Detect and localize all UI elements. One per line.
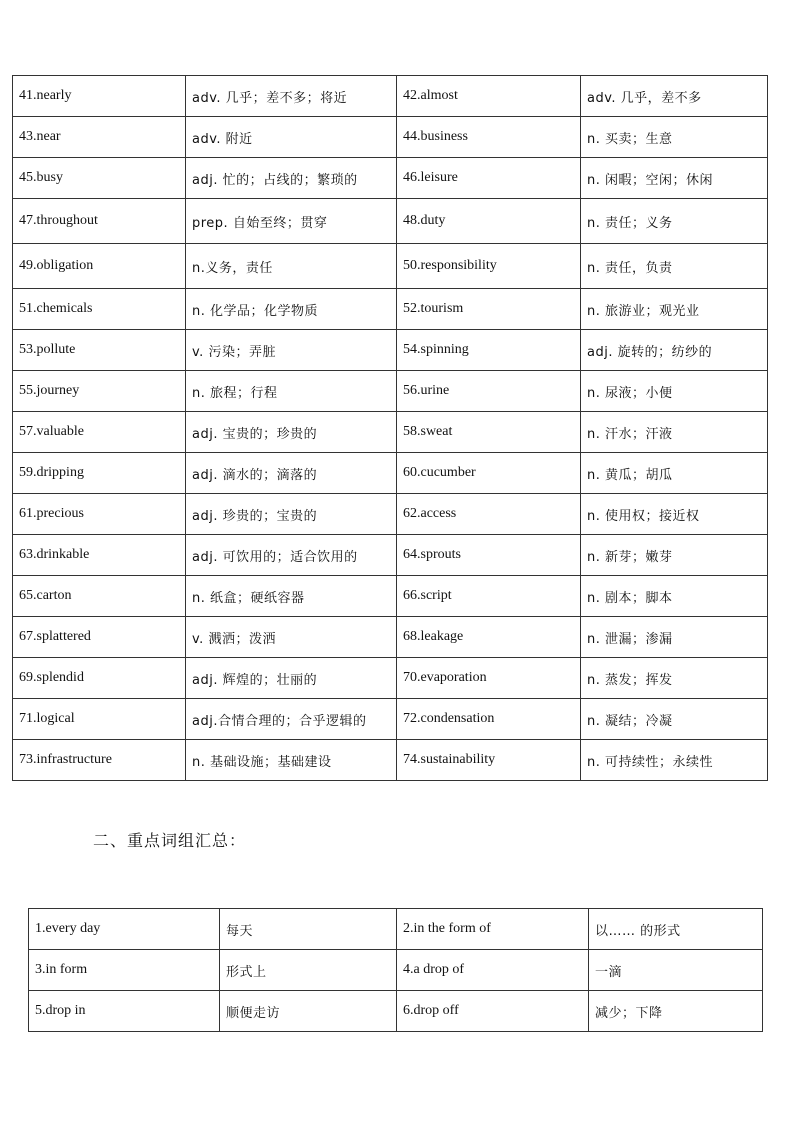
word-cell: 56.urine bbox=[397, 371, 581, 412]
word-cell: 74.sustainability bbox=[397, 740, 581, 781]
table-row bbox=[13, 76, 768, 117]
word-cell: 48.duty bbox=[397, 199, 581, 244]
word-cell: 44.business bbox=[397, 117, 581, 158]
table-row bbox=[29, 991, 763, 1032]
definition-cell: n. 可持续性；永续性 bbox=[581, 740, 768, 781]
word-cell: 2.in the form of bbox=[397, 909, 589, 950]
definition-cell: n. 汗水；汗液 bbox=[581, 412, 768, 453]
word-cell: 41.nearly bbox=[13, 76, 186, 117]
phrases-table-body bbox=[29, 909, 763, 1032]
table-row bbox=[13, 658, 768, 699]
definition-cell: 形式上 bbox=[220, 950, 397, 991]
phrases-table bbox=[28, 908, 763, 1032]
table-row bbox=[13, 535, 768, 576]
definition-cell: n. 凝结；冷凝 bbox=[581, 699, 768, 740]
word-cell: 70.evaporation bbox=[397, 658, 581, 699]
word-cell: 67.splattered bbox=[13, 617, 186, 658]
word-cell: 50.responsibility bbox=[397, 244, 581, 289]
definition-cell: adv. 几乎，差不多 bbox=[581, 76, 768, 117]
definition-cell: adj. 旋转的；纺纱的 bbox=[581, 330, 768, 371]
definition-cell: n. 尿液；小便 bbox=[581, 371, 768, 412]
definition-cell: v. 溅洒；泼洒 bbox=[186, 617, 397, 658]
table-row bbox=[13, 494, 768, 535]
table-row bbox=[13, 158, 768, 199]
word-cell: 54.spinning bbox=[397, 330, 581, 371]
definition-cell: n. 纸盒；硬纸容器 bbox=[186, 576, 397, 617]
definition-cell: adj. 可饮用的；适合饮用的 bbox=[186, 535, 397, 576]
definition-cell: 以…… 的形式 bbox=[589, 909, 763, 950]
word-cell: 49.obligation bbox=[13, 244, 186, 289]
word-cell: 3.in form bbox=[29, 950, 220, 991]
word-cell: 68.leakage bbox=[397, 617, 581, 658]
definition-cell: n. 旅程；行程 bbox=[186, 371, 397, 412]
vocabulary-table bbox=[12, 75, 768, 781]
table-row bbox=[13, 617, 768, 658]
definition-cell: 每天 bbox=[220, 909, 397, 950]
word-cell: 71.logical bbox=[13, 699, 186, 740]
definition-cell: adj. 辉煌的；壮丽的 bbox=[186, 658, 397, 699]
table-row bbox=[13, 244, 768, 289]
definition-cell: n.义务，责任 bbox=[186, 244, 397, 289]
table-row bbox=[13, 412, 768, 453]
word-cell: 6.drop off bbox=[397, 991, 589, 1032]
definition-cell: n. 剧本；脚本 bbox=[581, 576, 768, 617]
word-cell: 65.carton bbox=[13, 576, 186, 617]
word-cell: 61.precious bbox=[13, 494, 186, 535]
table-row bbox=[13, 330, 768, 371]
word-cell: 60.cucumber bbox=[397, 453, 581, 494]
table-row bbox=[13, 699, 768, 740]
vocabulary-table-body bbox=[13, 76, 768, 781]
definition-cell: 顺便走访 bbox=[220, 991, 397, 1032]
word-cell: 63.drinkable bbox=[13, 535, 186, 576]
word-cell: 64.sprouts bbox=[397, 535, 581, 576]
table-row bbox=[29, 909, 763, 950]
word-cell: 5.drop in bbox=[29, 991, 220, 1032]
word-cell: 53.pollute bbox=[13, 330, 186, 371]
table-row bbox=[13, 453, 768, 494]
word-cell: 51.chemicals bbox=[13, 289, 186, 330]
definition-cell: n. 买卖；生意 bbox=[581, 117, 768, 158]
table-row bbox=[13, 199, 768, 244]
definition-cell: prep. 自始至终；贯穿 bbox=[186, 199, 397, 244]
word-cell: 45.busy bbox=[13, 158, 186, 199]
definition-cell: adj.合情合理的；合乎逻辑的 bbox=[186, 699, 397, 740]
table-row bbox=[13, 117, 768, 158]
word-cell: 43.near bbox=[13, 117, 186, 158]
definition-cell: adv. 附近 bbox=[186, 117, 397, 158]
definition-cell: n. 使用权；接近权 bbox=[581, 494, 768, 535]
definition-cell: n. 闲暇；空闲；休闲 bbox=[581, 158, 768, 199]
definition-cell: n. 泄漏；渗漏 bbox=[581, 617, 768, 658]
definition-cell: adj. 宝贵的；珍贵的 bbox=[186, 412, 397, 453]
definition-cell: n. 新芽；嫩芽 bbox=[581, 535, 768, 576]
definition-cell: n. 责任；义务 bbox=[581, 199, 768, 244]
table-row bbox=[13, 740, 768, 781]
definition-cell: n. 旅游业；观光业 bbox=[581, 289, 768, 330]
word-cell: 69.splendid bbox=[13, 658, 186, 699]
table-row bbox=[13, 371, 768, 412]
word-cell: 73.infrastructure bbox=[13, 740, 186, 781]
word-cell: 46.leisure bbox=[397, 158, 581, 199]
word-cell: 47.throughout bbox=[13, 199, 186, 244]
word-cell: 55.journey bbox=[13, 371, 186, 412]
word-cell: 52.tourism bbox=[397, 289, 581, 330]
word-cell: 1.every day bbox=[29, 909, 220, 950]
definition-cell: n. 责任，负责 bbox=[581, 244, 768, 289]
definition-cell: adj. 忙的；占线的；繁琐的 bbox=[186, 158, 397, 199]
definition-cell: 一滴 bbox=[589, 950, 763, 991]
word-cell: 72.condensation bbox=[397, 699, 581, 740]
definition-cell: adj. 珍贵的；宝贵的 bbox=[186, 494, 397, 535]
word-cell: 58.sweat bbox=[397, 412, 581, 453]
phrases-section-heading: 二、重点词组汇总： bbox=[93, 831, 247, 850]
definition-cell: adv. 几乎；差不多；将近 bbox=[186, 76, 397, 117]
definition-cell: 减少；下降 bbox=[589, 991, 763, 1032]
word-cell: 42.almost bbox=[397, 76, 581, 117]
definition-cell: n. 黄瓜；胡瓜 bbox=[581, 453, 768, 494]
word-cell: 4.a drop of bbox=[397, 950, 589, 991]
word-cell: 59.dripping bbox=[13, 453, 186, 494]
definition-cell: n. 蒸发；挥发 bbox=[581, 658, 768, 699]
word-cell: 57.valuable bbox=[13, 412, 186, 453]
table-row bbox=[13, 576, 768, 617]
table-row bbox=[13, 289, 768, 330]
definition-cell: n. 基础设施；基础建设 bbox=[186, 740, 397, 781]
table-row bbox=[29, 950, 763, 991]
word-cell: 62.access bbox=[397, 494, 581, 535]
definition-cell: adj. 滴水的；滴落的 bbox=[186, 453, 397, 494]
definition-cell: v. 污染；弄脏 bbox=[186, 330, 397, 371]
word-cell: 66.script bbox=[397, 576, 581, 617]
definition-cell: n. 化学品；化学物质 bbox=[186, 289, 397, 330]
